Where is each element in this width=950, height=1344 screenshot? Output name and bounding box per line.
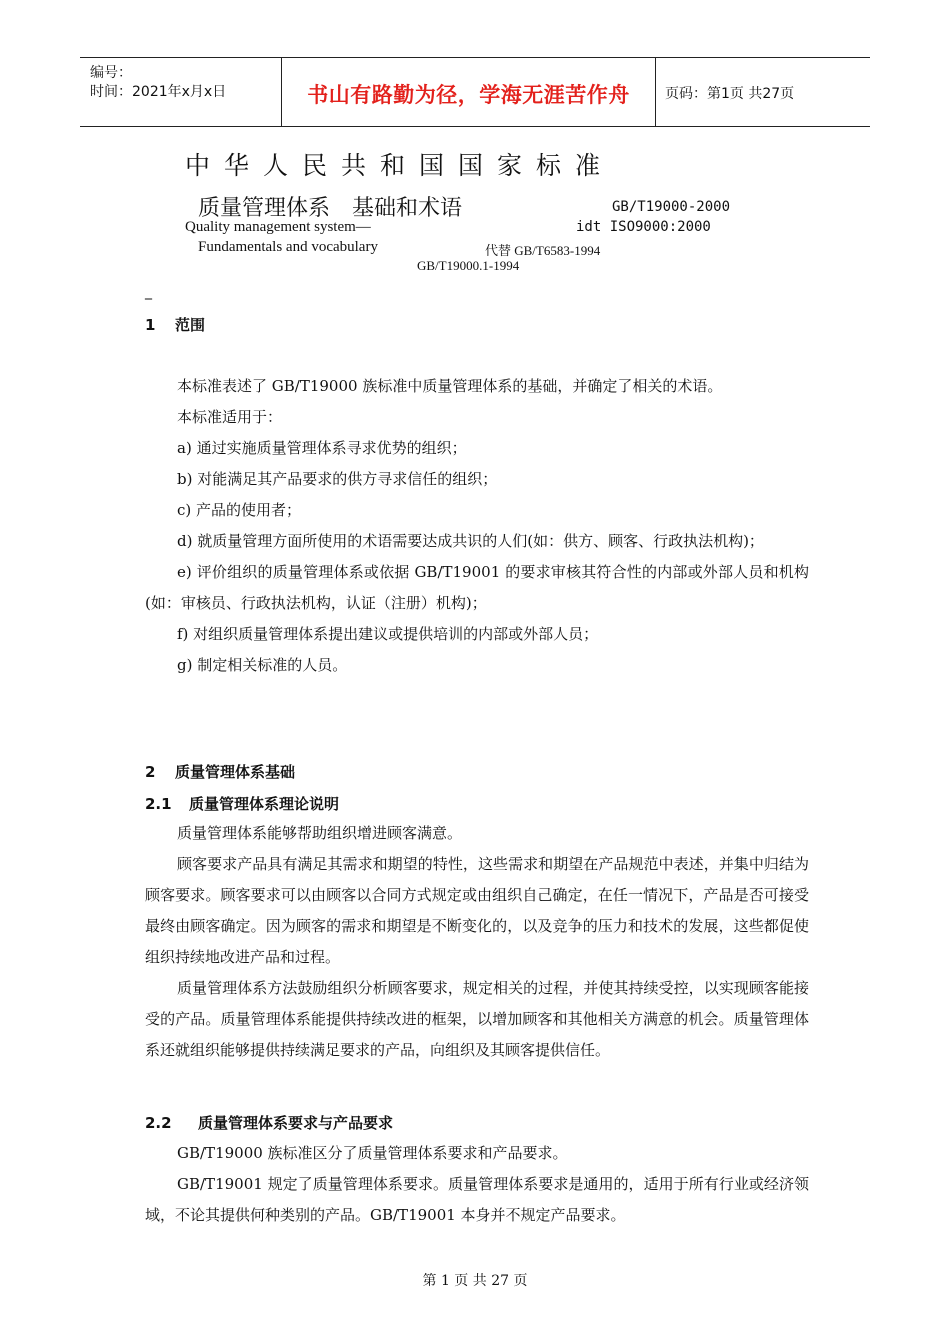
standard-en-title-line1: Quality management system— (185, 219, 371, 235)
header-page-cell (655, 58, 870, 126)
paragraph: 质量管理体系能够帮助组织增进顾客满意。 (177, 824, 463, 842)
motto-text: 书山有路勤为径，学海无涯苦作舟 (307, 83, 630, 107)
standard-cn-title (198, 191, 462, 222)
replaces-standard-1: 代替 GB/T6583-1994 (485, 243, 601, 258)
section-2-1-body (145, 818, 809, 1066)
section-2-1-number: 2.1 (145, 795, 172, 813)
section-2-1-heading (145, 793, 339, 814)
section-2-heading (145, 761, 295, 782)
national-standard-title: 中华人民共和国国家标准 (185, 151, 615, 180)
replaces-standard-2: GB/T19000.1-1994 (417, 258, 520, 273)
list-item: e) 评价组织的质量管理体系或依据 GB/T19001 的要求审核其符合性的内部或外部人员和机构(如：审核员、行政执法机构，认证（注册）机构)； (145, 563, 809, 612)
standard-en-title-line2: Fundamentals and vocabulary (198, 239, 378, 255)
separator-mark: _ (145, 284, 152, 300)
paragraph: GB/T19001 规定了质量管理体系要求。质量管理体系要求是通用的，适用于所有行业或经济领域，不论其提供何种类别的产品。GB/T19001 本身并不规定产品要求。 (145, 1175, 809, 1224)
header-motto-cell (281, 58, 656, 126)
section-1-title: 范围 (175, 316, 206, 334)
idt-reference: idt ISO9000:2000 (576, 219, 711, 235)
paragraph: 质量管理体系方法鼓励组织分析顾客要求，规定相关的过程，并使其持续受控，以实现顾客能接受的产品。质量管理体系能提供持续改进的框架，以增加顾客和其他相关方满意的机会。质量管理体系还就组织能够提供持续满足要求的产品，向组织及其顾客提供信任。 (145, 979, 809, 1059)
list-item: f) 对组织质量管理体系提出建议或提供培训的内部或外部人员； (177, 625, 599, 643)
section-2-number: 2 (145, 763, 156, 781)
page-footer: 第 1 页 共 27 页 (422, 1273, 528, 1289)
standard-code: GB/T19000-2000 (612, 199, 731, 215)
page-info: 页码：第1页 共27页 (665, 86, 795, 102)
section-2-2-heading (145, 1112, 393, 1133)
section-2-1-title: 质量管理体系理论说明 (189, 795, 340, 813)
header-meta-cell (80, 58, 280, 126)
section-2-2-title: 质量管理体系要求与产品要求 (198, 1114, 394, 1132)
number-label: 编号： (90, 65, 132, 81)
date-label: 时间：2021年x月x日 (90, 84, 227, 100)
section-2-2-body (145, 1138, 809, 1231)
paragraph: GB/T19000 族标准区分了质量管理体系要求和产品要求。 (177, 1144, 568, 1162)
paragraph: 顾客要求产品具有满足其需求和期望的特性，这些需求和期望在产品规范中表述，并集中归结为顾客要求。顾客要求可以由顾客以合同方式规定或由组织自己确定，在任一情况下，产品是否可接受最终由顾客确定。因为顾客的需求和期望是不断变化的，以及竞争的压力和技术的发展，这些都促使组织持续地改进产品和过程。 (145, 855, 809, 966)
list-item: g) 制定相关标准的人员。 (177, 656, 348, 674)
paragraph: 本标准表述了 GB/T19000 族标准中质量管理体系的基础，并确定了相关的术语。 (177, 377, 723, 395)
list-item: a) 通过实施质量管理体系寻求优势的组织； (177, 439, 467, 457)
section-1-heading (145, 314, 205, 335)
document-header (80, 57, 870, 127)
section-1-body (145, 371, 809, 681)
paragraph: 本标准适用于： (177, 408, 283, 426)
list-item: b) 对能满足其产品要求的供方寻求信任的组织； (177, 470, 498, 488)
section-2-title: 质量管理体系基础 (175, 763, 296, 781)
standard-cn-title-part2: 基础和术语 (352, 196, 463, 221)
section-1-number: 1 (145, 316, 156, 334)
list-item: c) 产品的使用者； (177, 501, 302, 519)
standard-cn-title-part1: 质量管理体系 (198, 196, 331, 221)
section-2-2-number: 2.2 (145, 1114, 172, 1132)
list-item: d) 就质量管理方面所使用的术语需要达成共识的人们(如：供方、顾客、行政执法机构)； (177, 532, 764, 550)
